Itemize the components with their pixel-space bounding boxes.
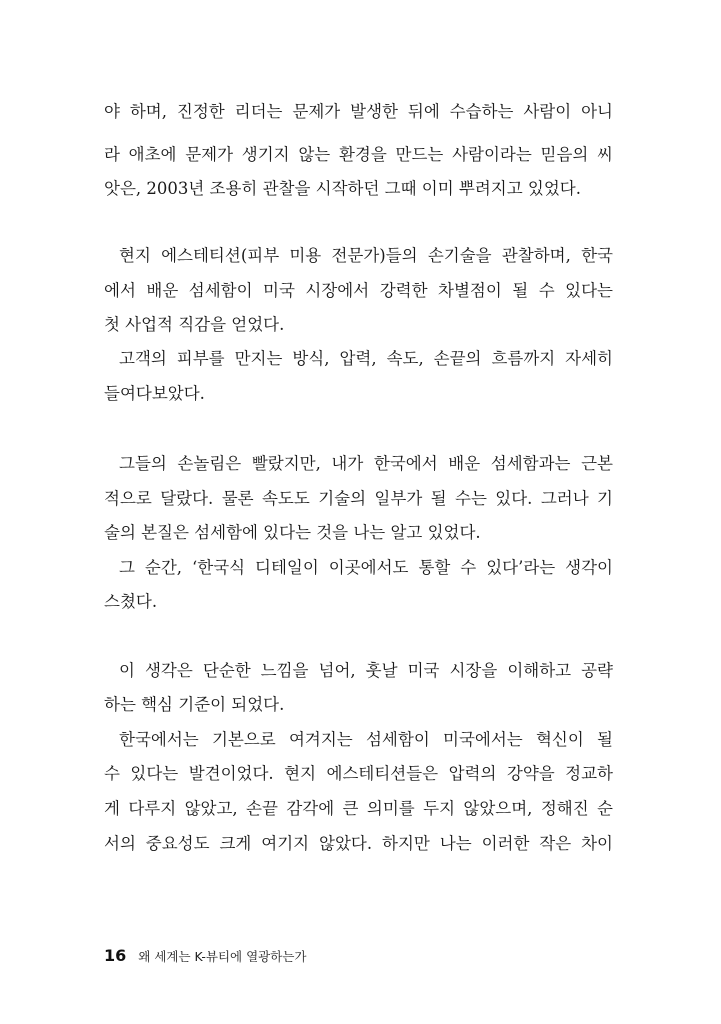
- text-line: 앗은, 2003년 조용히 관찰을 시작하던 그때 이미 뿌려지고 있었다.: [104, 179, 581, 198]
- text-line: 그 순간, ‘한국식 디테일이 이곳에서도 통할 수 있다’라는 생각이: [119, 558, 613, 577]
- text-line: 에서 배운 섬세함이 미국 시장에서 강력한 차별점이 될 수 있다는: [104, 281, 613, 300]
- text-line: 라 애초에 문제가 생기지 않는 환경을 만드는 사람이라는 믿음의 씨: [104, 145, 613, 164]
- text-line: 고객의 피부를 만지는 방식, 압력, 속도, 손끝의 흐름까지 자세히: [119, 349, 613, 368]
- text-line: 하는 핵심 기준이 되었다.: [104, 695, 285, 714]
- text-line: 들여다보았다.: [104, 384, 205, 403]
- page-number: 16: [104, 946, 127, 965]
- text-line: 한국에서는 기본으로 여겨지는 섬세함이 미국에서는 혁신이 될: [119, 730, 613, 749]
- text-line: 스쳤다.: [104, 592, 158, 611]
- text-line: 이 생각은 단순한 느낌을 넘어, 훗날 미국 시장을 이해하고 공략: [119, 661, 613, 680]
- text-line: 적으로 달랐다. 물론 속도도 기술의 일부가 될 수는 있다. 그러나 기: [104, 489, 613, 508]
- running-book-title: 왜 세계는 K-뷰티에 열광하는가: [138, 949, 307, 964]
- text-line: 서의 중요성도 크게 여기지 않았다. 하지만 나는 이러한 작은 차이: [104, 834, 613, 853]
- page-footer: [104, 946, 306, 970]
- text-line: 현지 에스테티션(피부 미용 전문가)들의 손기술을 관찰하며, 한국: [119, 246, 613, 265]
- text-line: 첫 사업적 직감을 얻었다.: [104, 315, 285, 334]
- text-line: 게 다루지 않았고, 손끝 감각에 큰 의미를 두지 않았으며, 정해진 순: [104, 799, 613, 818]
- text-line: 술의 본질은 섬세함에 있다는 것을 나는 알고 있었다.: [104, 523, 481, 542]
- text-line: 수 있다는 발견이었다. 현지 에스테티션들은 압력의 강약을 정교하: [104, 764, 613, 783]
- text-line: 야 하며, 진정한 리더는 문제가 발생한 뒤에 수습하는 사람이 아니: [104, 102, 613, 121]
- text-line: 그들의 손놀림은 빨랐지만, 내가 한국에서 배운 섬세함과는 근본: [119, 454, 613, 473]
